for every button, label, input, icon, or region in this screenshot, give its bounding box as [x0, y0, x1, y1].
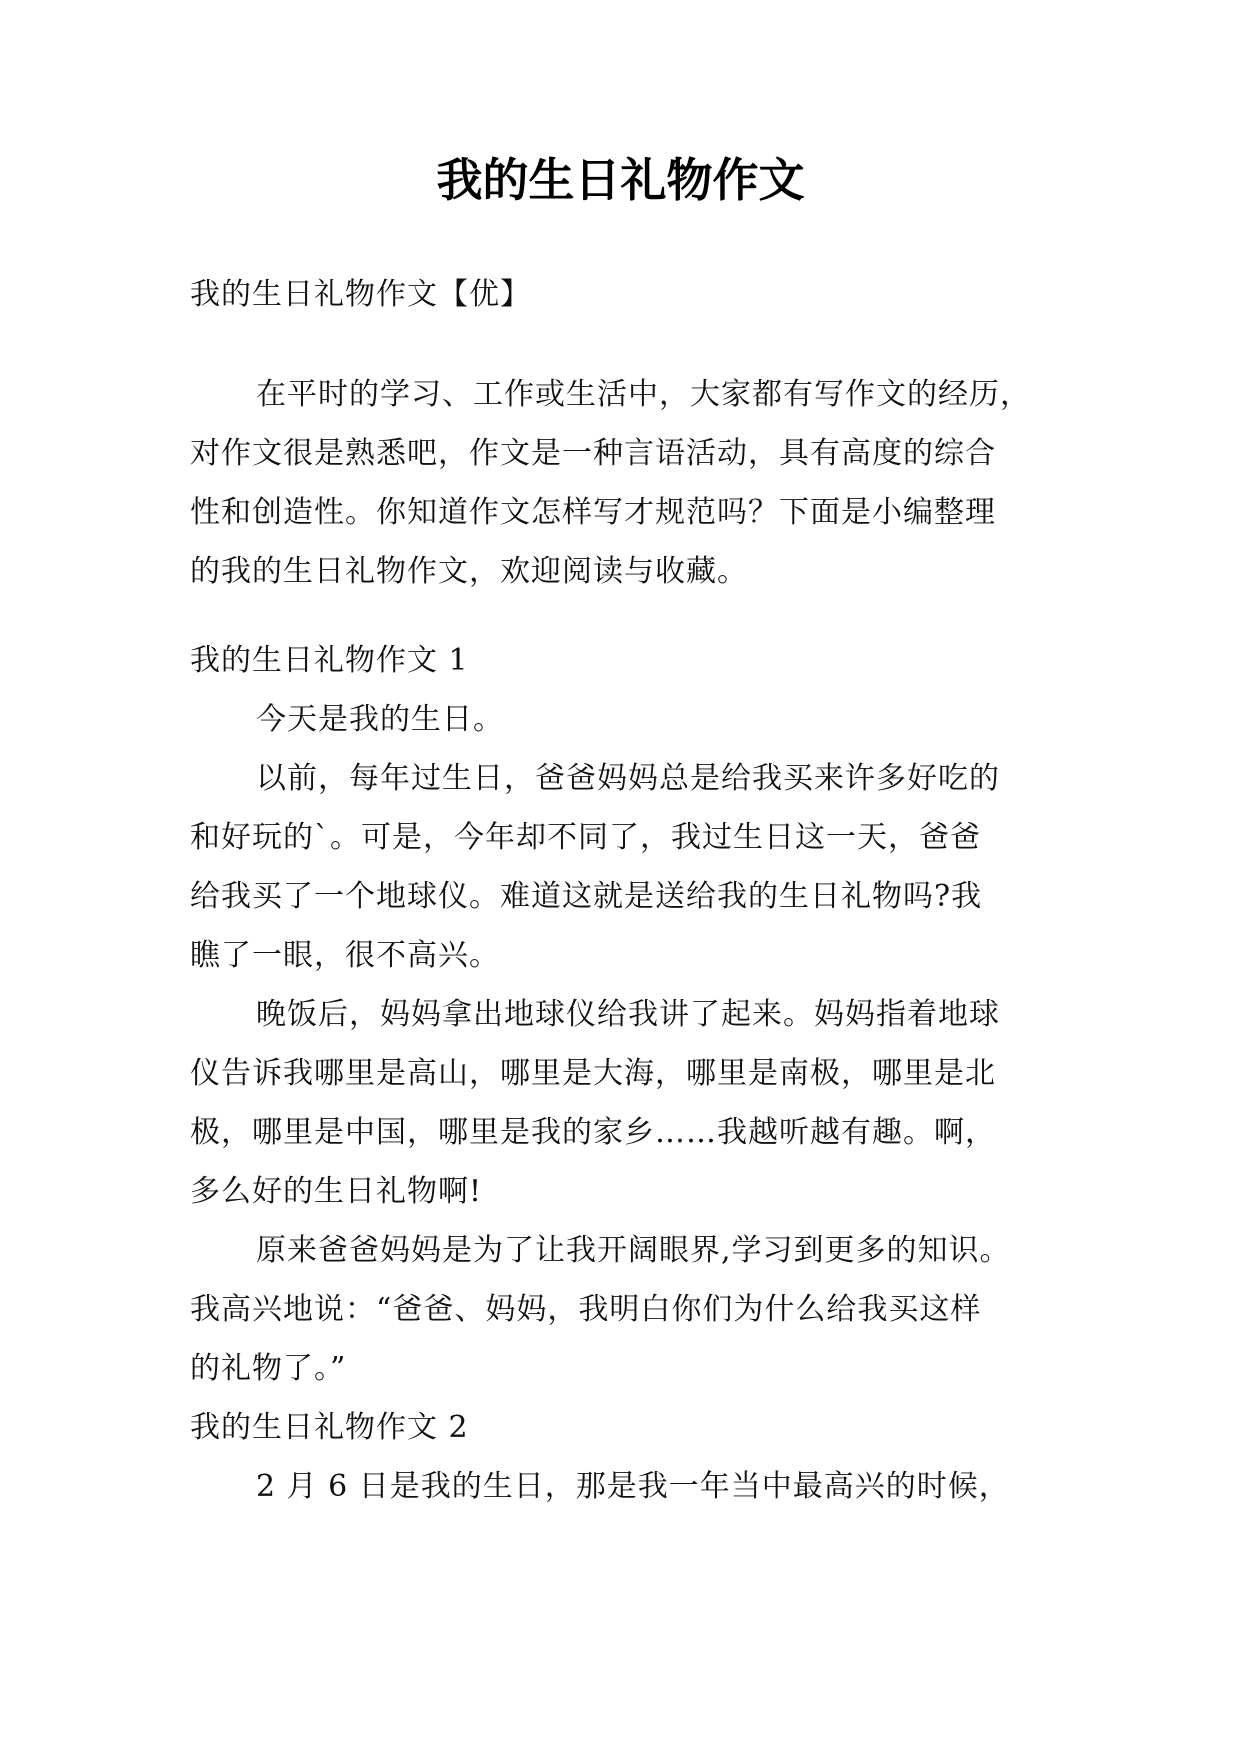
intro-line: 的我的生日礼物作文，欢迎阅读与收藏。: [190, 554, 748, 589]
essay1-line: 仪告诉我哪里是高山，哪里是大海，哪里是南极，哪里是北: [190, 1056, 996, 1091]
subtitle: 我的生日礼物作文【优】: [190, 277, 531, 312]
essay1-line: 以前，每年过生日，爸爸妈妈总是给我买来许多好吃的: [256, 761, 1000, 796]
essay1-line: 晚饭后，妈妈拿出地球仪给我讲了起来。妈妈指着地球: [256, 997, 1000, 1032]
essay1-line: 给我买了一个地球仪。难道这就是送给我的生日礼物吗?我: [190, 879, 983, 914]
intro-line: 对作文很是熟悉吧，作文是一种言语活动，具有高度的综合: [190, 436, 996, 471]
essay1-heading: 我的生日礼物作文 1: [190, 643, 469, 678]
intro-line: 性和创造性。你知道作文怎样写才规范吗？下面是小编整理: [190, 495, 996, 530]
document-title: 我的生日礼物作文: [436, 153, 805, 207]
essay1-line: 极，哪里是中国，哪里是我的家乡……我越听越有趣。啊，: [190, 1115, 996, 1150]
intro-line: 在平时的学习、工作或生活中，大家都有写作文的经历，: [256, 377, 1031, 412]
essay1-line: 的礼物了。”: [190, 1351, 347, 1386]
essay1-line: 我高兴地说：“爸爸、妈妈，我明白你们为什么给我买这样: [190, 1292, 982, 1327]
essay2-heading: 我的生日礼物作文 2: [190, 1410, 469, 1445]
essay1-line: 瞧了一眼，很不高兴。: [190, 938, 500, 973]
essay2-line: 2 月 6 日是我的生日，那是我一年当中最高兴的时候，: [256, 1469, 1010, 1504]
essay1-line: 和好玩的`。可是，今年却不同了，我过生日这一天，爸爸: [190, 820, 981, 855]
essay1-line: 今天是我的生日。: [256, 702, 504, 737]
essay1-line: 原来爸爸妈妈是为了让我开阔眼界,学习到更多的知识。: [256, 1233, 1011, 1268]
essay1-line: 多么好的生日礼物啊!: [190, 1174, 483, 1209]
